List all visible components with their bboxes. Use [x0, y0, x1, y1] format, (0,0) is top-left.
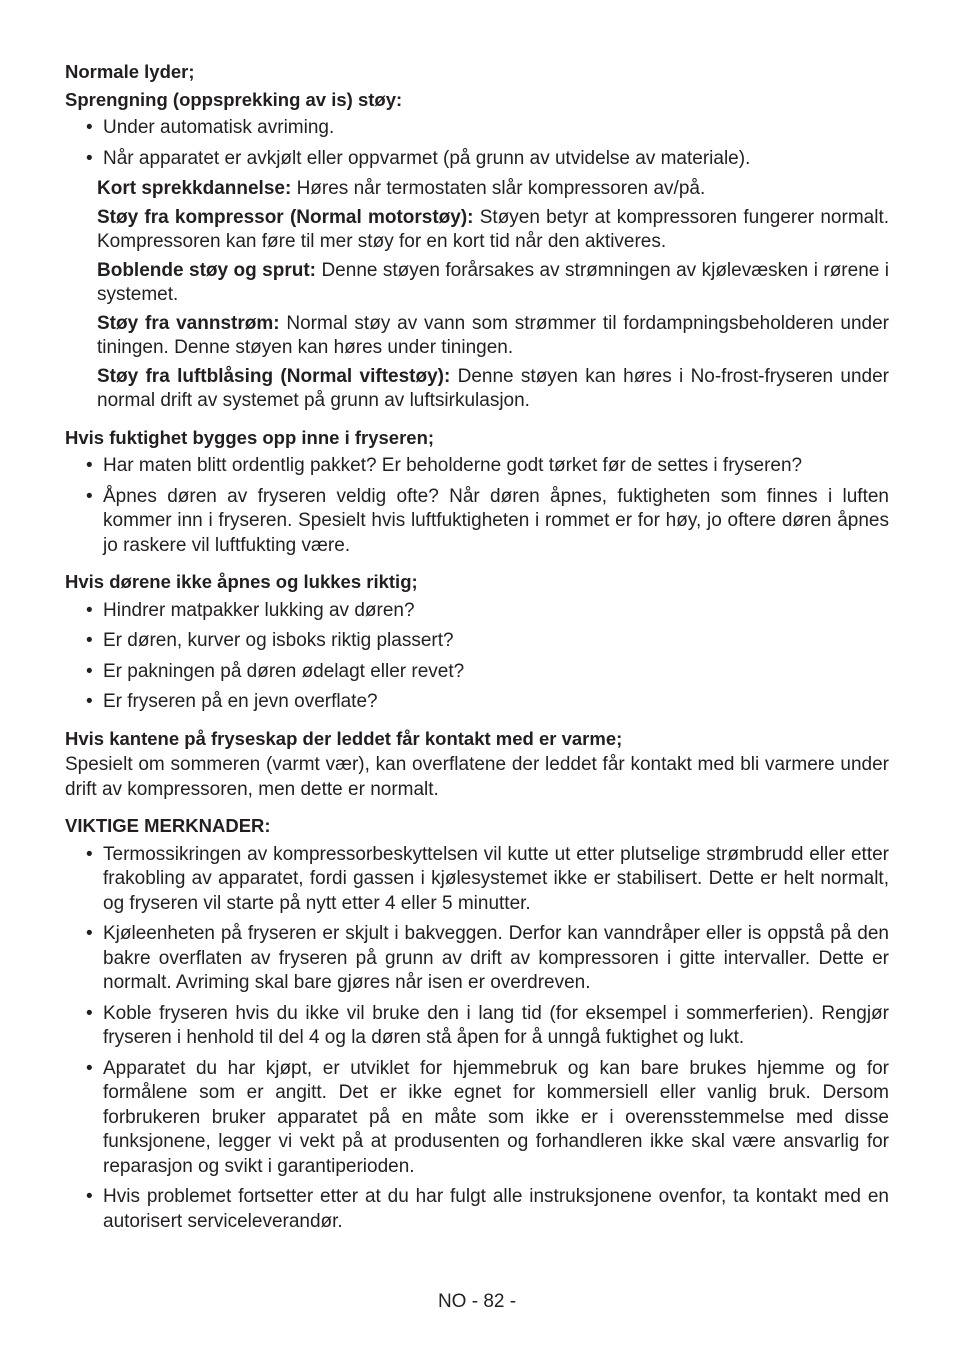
doors-list	[65, 599, 889, 715]
sound-text: Støyen betyr at kompressoren fungerer normalt. Kompressoren kan føre til mer støy for en kort tid når den aktiveres.	[97, 206, 889, 252]
list-item: • Når apparatet er avkjølt eller oppvarmet (på grunn av utvidelse av materiale).	[65, 147, 889, 172]
document-page	[65, 60, 889, 1240]
list-item: • Kjøleenheten på fryseren er skjult i bakveggen. Derfor kan vanndråper eller is oppstå på den bakre overflaten av fryseren på grunn av drift av kompressoren i gitte intervaller. Dette er normalt. Avriming skal bare gjøres når isen er overdreven.	[65, 922, 889, 996]
sound-item	[65, 312, 889, 361]
doors-heading: Hvis dørene ikke åpnes og lukkes riktig;	[65, 571, 418, 592]
sound-term: Boblende støy og sprut:	[97, 259, 317, 281]
list-item: • Er pakningen på døren ødelagt eller revet?	[65, 660, 889, 685]
sound-item	[65, 259, 889, 308]
list-item: • Er fryseren på en jevn overflate?	[65, 690, 889, 715]
cracking-heading: Sprengning (oppsprekking av is) støy:	[65, 88, 403, 110]
edges-text: Spesielt om sommeren (varmt vær), kan overflatene der leddet får kontakt med bli varmere under drift av kompressoren, men dette er normalt.	[65, 754, 889, 800]
sound-term: Kort sprekkdannelse:	[97, 178, 292, 199]
list-item: • Termossikringen av kompressorbeskyttelsen vil kutte ut etter plutselige strømbrudd eller etter frakobling av apparatet, fordi gassen i kjølesystemet ikke er stabilisert. Dette er helt normalt, og fryseren vil starte på nytt etter 4 eller 5 minutter.	[65, 843, 889, 917]
sound-item	[65, 206, 889, 255]
list-item: • Hvis problemet fortsetter etter at du har fulgt alle instruksjonene ovenfor, ta kontakt med en autorisert serviceleverandør.	[65, 1185, 889, 1234]
sound-term: Støy fra kompressor (Normal motorstøy):	[97, 206, 474, 228]
notes-heading: VIKTIGE MERKNADER:	[65, 815, 271, 836]
sound-item	[65, 365, 889, 414]
humidity-heading: Hvis fuktighet bygges opp inne i fryseren;	[65, 426, 435, 448]
sound-text: Denne støyen kan høres i No-frost-fryseren under normal drift av systemet på grunn av luftsirkulasjon.	[97, 365, 889, 411]
humidity-list	[65, 454, 889, 558]
cracking-list	[65, 116, 889, 171]
edges-heading: Hvis kantene på fryseskap der leddet får kontakt med er varme;	[65, 727, 623, 749]
sound-text: Denne støyen forårsakes av strømningen av kjølevæsken i rørene i systemet.	[97, 259, 889, 305]
list-item: • Hindrer matpakker lukking av døren?	[65, 599, 889, 624]
page-number: NO - 82 -	[437, 1291, 517, 1312]
list-item: • Åpnes døren av fryseren veldig ofte? Når døren åpnes, fuktigheten som finnes i luften kommer inn i fryseren. Spesielt hvis luftfuktigheten i rommet er for høy, jo oftere døren åpnes jo raskere vil luftfukting være.	[65, 485, 889, 559]
list-item: • Under automatisk avriming.	[65, 116, 889, 141]
list-item: • Apparatet du har kjøpt, er utviklet for hjemmebruk og kan bare brukes hjemme og for formålene som er angitt. Det er ikke egnet for kommersiell eller vanlig bruk. Dersom forbrukeren bruker apparatet på en måte som ikke er i overensstemmelse med disse funksjonene, legger vi vekt på at produsenten og forhandleren ikke skal være ansvarlig for reparasjon og svikt i garantiperioden.	[65, 1057, 889, 1180]
sound-term: Støy fra vannstrøm:	[97, 312, 280, 334]
normal-sounds-heading: Normale lyder;	[65, 61, 195, 82]
sound-item	[65, 177, 889, 202]
list-item: • Har maten blitt ordentlig pakket? Er beholderne godt tørket før de settes i fryseren?	[65, 454, 889, 479]
notes-list	[65, 843, 889, 1235]
sound-text: Normal støy av vann som strømmer til fordampningsbeholderen under tiningen. Denne støyen kan høres under tiningen.	[97, 312, 889, 358]
sound-term: Støy fra luftblåsing (Normal viftestøy):	[97, 365, 451, 387]
list-item: • Koble fryseren hvis du ikke vil bruke den i lang tid (for eksempel i sommerferien). Rengjør fryseren i henhold til del 4 og la døren stå åpen for å unngå fuktighet og lukt.	[65, 1002, 889, 1051]
sound-text: Høres når termostaten slår kompressoren av/på.	[291, 178, 706, 199]
list-item: • Er døren, kurver og isboks riktig plassert?	[65, 629, 889, 654]
